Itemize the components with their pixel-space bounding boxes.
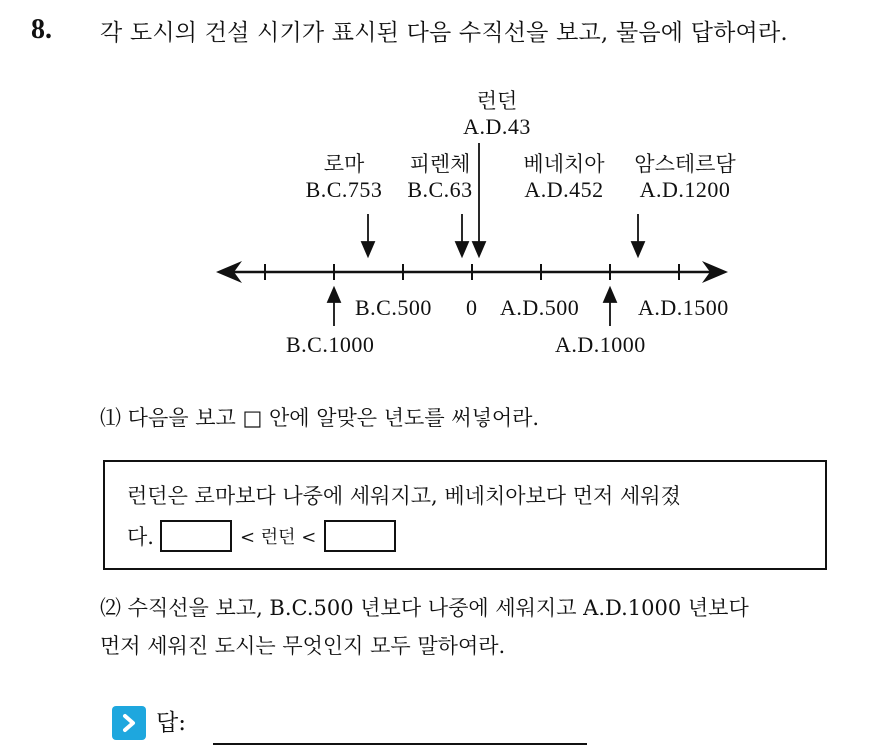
tick-label-zero: 0 <box>466 295 478 320</box>
answer-blank-1[interactable] <box>160 520 232 552</box>
tick-label-ad500: A.D.500 <box>500 295 580 320</box>
city-date: A.D.452 <box>524 177 604 202</box>
part2-line2: 먼저 세워진 도시는 무엇인지 모두 말하여라. <box>100 634 506 658</box>
city-date: B.C.63 <box>407 177 473 202</box>
question-text: 각 도시의 건설 시기가 표시된 다음 수직선을 보고, 물음에 답하여라. <box>100 20 788 46</box>
city-date: A.D.43 <box>463 114 531 139</box>
part1-prompt: ⑴ 다음을 보고 □ 안에 알맞은 년도를 써넣어라. <box>100 406 540 430</box>
part2-line1: ⑵ 수직선을 보고, B.C.500 년보다 나중에 세워지고 A.D.1000 년보다 <box>100 596 749 620</box>
box-text-start: 다. <box>127 525 154 549</box>
city-name: 암스테르담 <box>634 152 736 176</box>
city-name: 런던 <box>476 89 518 113</box>
city-date: A.D.1200 <box>639 177 731 202</box>
tick-label-ad1000: A.D.1000 <box>555 332 646 357</box>
tick-label-ad1500: A.D.1500 <box>638 295 729 320</box>
box-text-line1: 런던은 로마보다 나중에 세워지고, 베네치아보다 먼저 세워졌 <box>127 484 681 508</box>
city-arrows <box>362 143 644 256</box>
tick-label-bc1000: B.C.1000 <box>286 332 375 357</box>
city-name: 베네치아 <box>523 152 605 176</box>
city-name: 피렌체 <box>409 152 471 176</box>
answer-blank-2[interactable] <box>324 520 396 552</box>
box-text-line2 <box>127 520 402 552</box>
fill-in-box <box>103 460 827 570</box>
city-date: B.C.753 <box>305 177 383 202</box>
answer-line[interactable] <box>213 743 587 745</box>
city-name: 로마 <box>323 152 365 176</box>
tick-label-bc500: B.C.500 <box>355 295 432 320</box>
box-comparison-text: < 런던 < <box>239 527 317 548</box>
question-number: 8. <box>31 14 52 45</box>
answer-label: 답: <box>156 710 186 736</box>
chevron-right-icon <box>112 706 146 740</box>
